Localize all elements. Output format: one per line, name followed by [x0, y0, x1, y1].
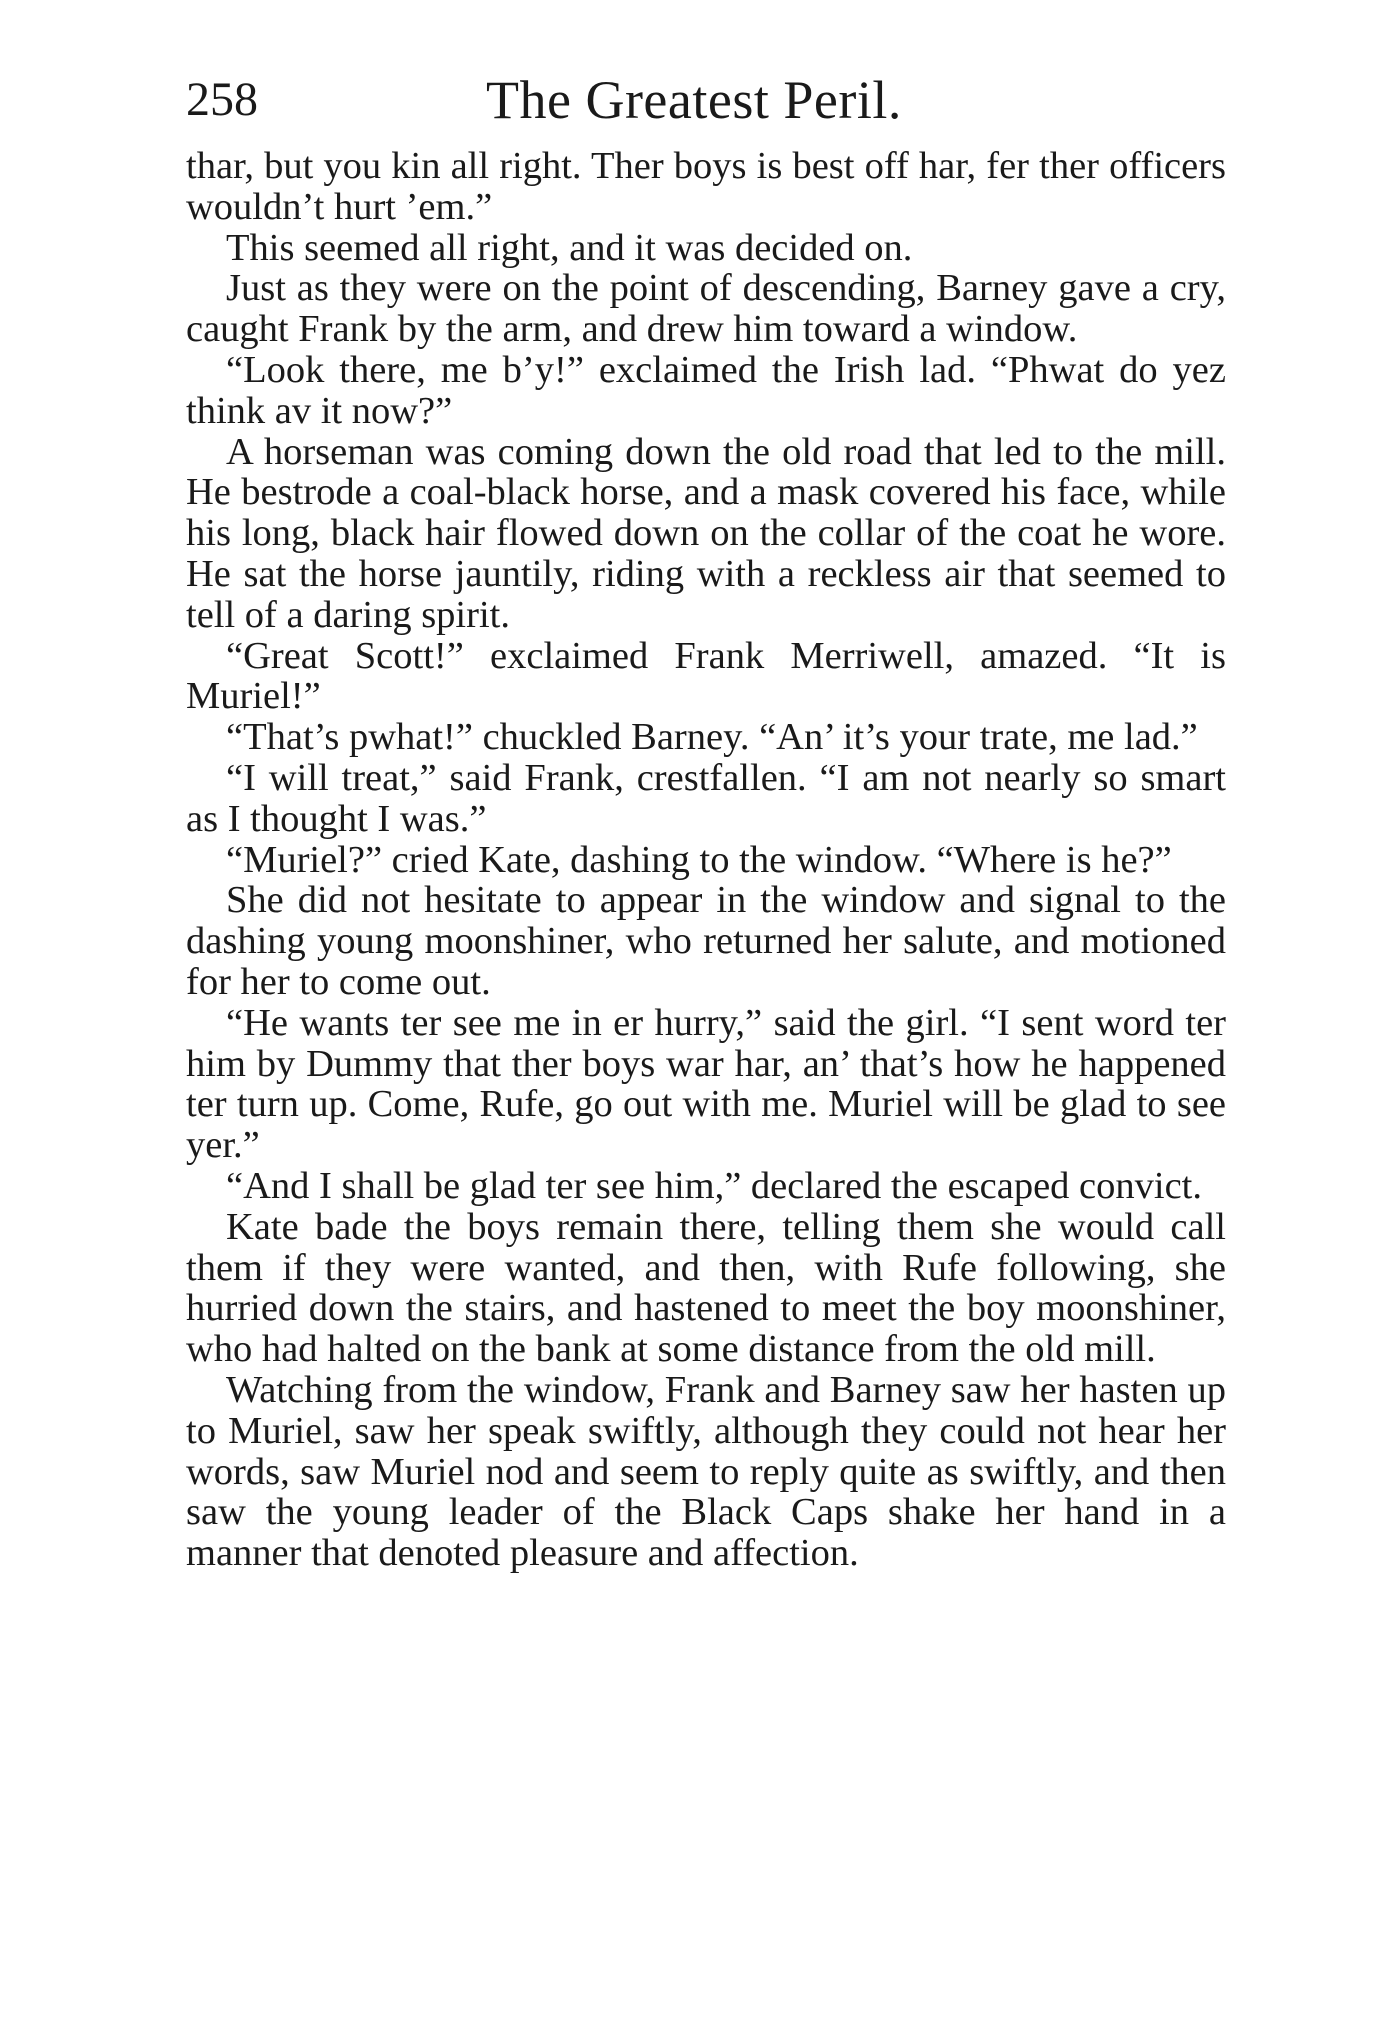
paragraph-3: Just as they were on the point of descending, Barney gave a cry, caught Frank by the arm, and drew him toward a window.	[186, 267, 1226, 351]
paragraph-10: She did not hesitate to appear in the window and signal to the dashing young moonshiner, who returned her salute, and motioned for her to come out.	[186, 879, 1226, 1003]
paragraph-9: “Muriel?” cried Kate, dashing to the window. “Where is he?”	[226, 838, 1172, 881]
paragraph-14: Watching from the window, Frank and Barney saw her hasten up to Muriel, saw her speak swiftly, although they could not hear her words, saw Muriel nod and seem to reply quite as swiftly, and then saw the young leader of the Black Caps shake her hand in a manner that denoted pleasure and affection.	[186, 1368, 1226, 1575]
paragraph-13: Kate bade the boys remain there, telling them she would call them if they were wanted, and then, with Rufe following, she hurried down the stairs, and hastened to meet the boy moonshiner, who had halted on the bank at some distance from the old mill.	[186, 1205, 1226, 1371]
paragraph-7: “That’s pwhat!” chuckled Barney. “An’ it’s your trate, me lad.”	[226, 716, 1198, 759]
body-text	[186, 146, 1226, 1574]
paragraph-11: “He wants ter see me in er hurry,” said the girl. “I sent word ter him by Dummy that ther boys war har, an’ that’s how he happened ter turn up. Come, Rufe, go out with me. Muriel will be glad to see yer.”	[186, 1001, 1226, 1167]
page-number: 258	[186, 73, 258, 126]
paragraph-2: This seemed all right, and it was decided on.	[226, 226, 913, 269]
paragraph-5: A horseman was coming down the old road that led to the mill. He bestrode a coal-black horse, and a mask covered his face, while his long, black hair flowed down on the collar of the coat he wore. He sat the horse jauntily, riding with a reckless air that seemed to tell of a daring spirit.	[186, 430, 1226, 636]
running-header	[186, 60, 1226, 140]
book-page	[186, 60, 1226, 1574]
paragraph-12: “And I shall be glad ter see him,” declared the escaped convict.	[226, 1164, 1202, 1207]
paragraph-1: thar, but you kin all right. Ther boys is best off har, fer ther officers wouldn’t hurt ’em.”	[186, 145, 1226, 228]
paragraph-6: “Great Scott!” exclaimed Frank Merriwell, amazed. “It is Muriel!”	[186, 634, 1226, 718]
paragraph-8: “I will treat,” said Frank, crestfallen. “I am not nearly so smart as I thought I was.”	[186, 756, 1226, 840]
paragraph-4: “Look there, me b’y!” exclaimed the Irish lad. “Phwat do yez think av it now?”	[186, 348, 1226, 432]
running-title: The Greatest Peril.	[486, 70, 902, 130]
